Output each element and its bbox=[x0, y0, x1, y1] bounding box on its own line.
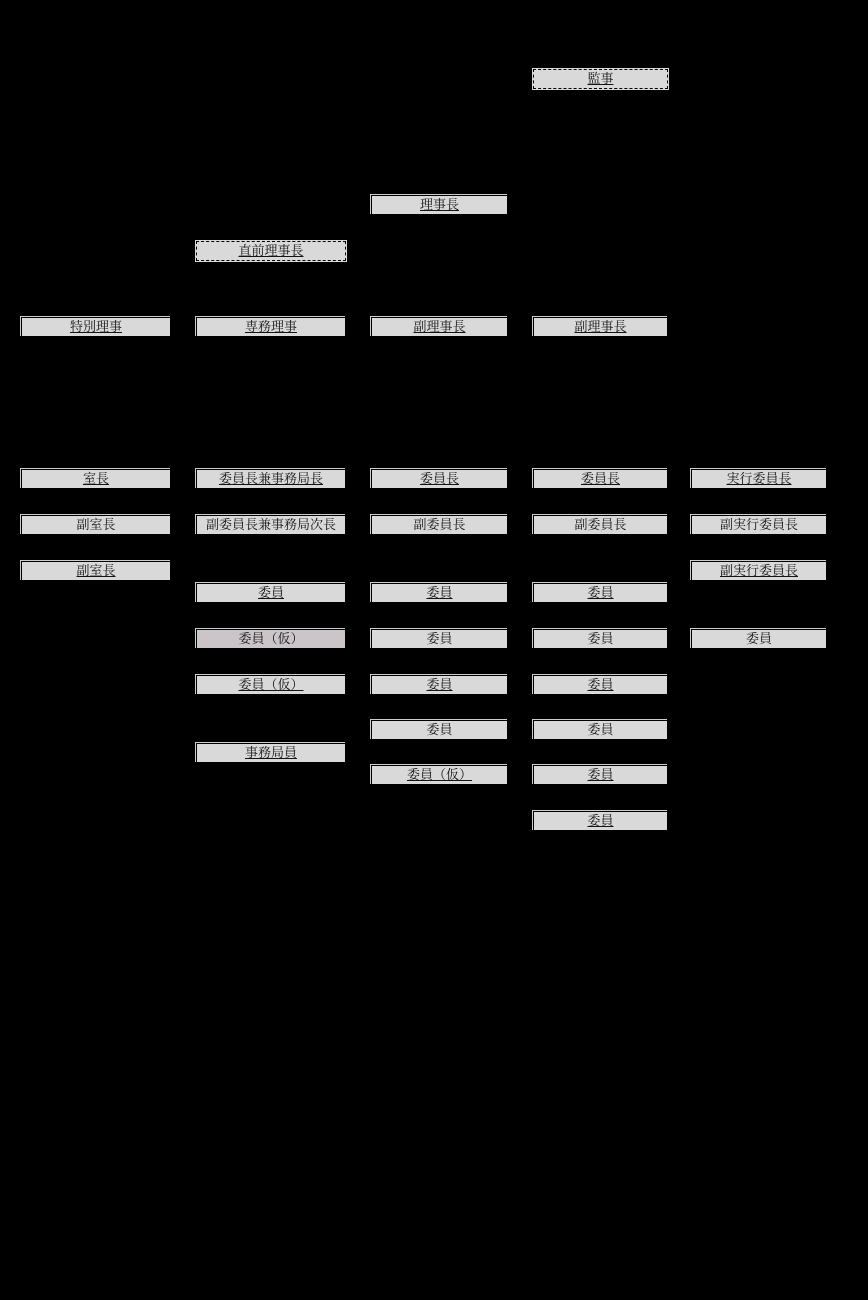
org-node-member-c5-r2: 委員 bbox=[691, 629, 827, 649]
org-node-executive-committee-chair: 実行委員長 bbox=[691, 469, 827, 489]
org-node-auditor: 監事 bbox=[533, 69, 668, 89]
org-node-member-c3-r4: 委員 bbox=[371, 720, 508, 740]
org-node-committee-chair-c3: 委員長 bbox=[371, 469, 508, 489]
org-node-chairman: 理事長 bbox=[371, 195, 508, 215]
org-node-deputy-office-head-2: 副室長 bbox=[21, 561, 171, 581]
org-node-chair-and-secretary-general: 委員長兼事務局長 bbox=[196, 469, 346, 489]
org-node-member-c4-r6: 委員 bbox=[533, 811, 668, 831]
org-node-vice-chairman-2: 副理事長 bbox=[533, 317, 668, 337]
org-node-deputy-committee-chair-c4: 副委員長 bbox=[533, 515, 668, 535]
org-node-managing-director: 専務理事 bbox=[196, 317, 346, 337]
org-node-member-c4-r2: 委員 bbox=[533, 629, 668, 649]
org-node-deputy-committee-chair-c3: 副委員長 bbox=[371, 515, 508, 535]
org-node-member-c3-r3: 委員 bbox=[371, 675, 508, 695]
org-node-immediate-past-chairman: 直前理事長 bbox=[196, 241, 346, 261]
org-node-deputy-chair-and-deputy-secretary: 副委員長兼事務局次長 bbox=[196, 515, 346, 535]
org-node-deputy-executive-committee-chair-1: 副実行委員長 bbox=[691, 515, 827, 535]
org-node-secretariat-staff: 事務局員 bbox=[196, 743, 346, 763]
org-node-member-c4-r5: 委員 bbox=[533, 765, 668, 785]
org-node-deputy-office-head-1: 副室長 bbox=[21, 515, 171, 535]
org-node-committee-chair-c4: 委員長 bbox=[533, 469, 668, 489]
org-node-member-c4-r1: 委員 bbox=[533, 583, 668, 603]
org-node-member-provisional-c2-r2: 委員（仮） bbox=[196, 629, 346, 649]
org-node-office-head: 室長 bbox=[21, 469, 171, 489]
org-node-special-director: 特別理事 bbox=[21, 317, 171, 337]
org-node-member-provisional-c3-r5: 委員（仮） bbox=[371, 765, 508, 785]
org-node-member-c4-r3: 委員 bbox=[533, 675, 668, 695]
org-node-member-c3-r2: 委員 bbox=[371, 629, 508, 649]
org-node-member-c2-r1: 委員 bbox=[196, 583, 346, 603]
org-node-member-c4-r4: 委員 bbox=[533, 720, 668, 740]
org-node-deputy-executive-committee-chair-2: 副実行委員長 bbox=[691, 561, 827, 581]
org-node-member-c3-r1: 委員 bbox=[371, 583, 508, 603]
org-node-member-provisional-c2-r3: 委員（仮） bbox=[196, 675, 346, 695]
org-node-vice-chairman-1: 副理事長 bbox=[371, 317, 508, 337]
